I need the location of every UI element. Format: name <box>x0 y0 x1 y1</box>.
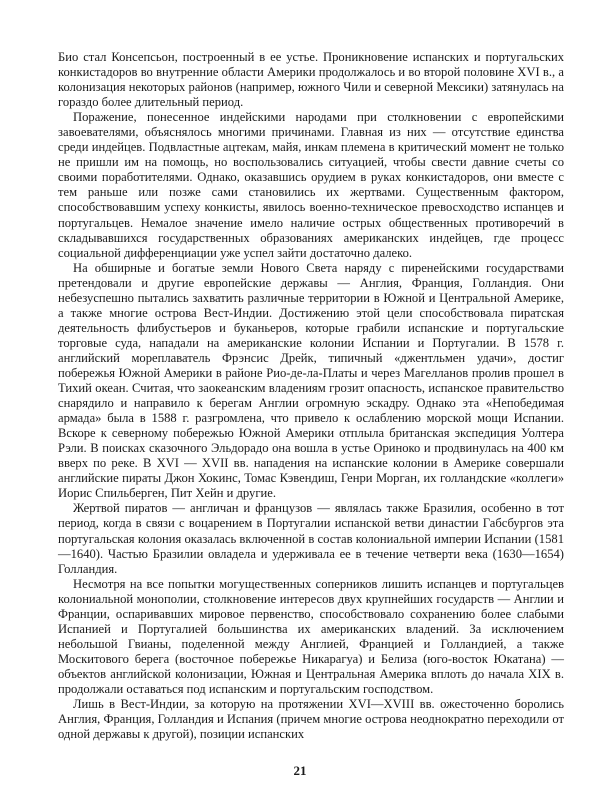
paragraph-1: Био стал Консепсьон, построенный в ее устье. Проникновение испанских и португальских конкистадоров во внутренние области Америки продолжалось и во второй половине XVI в., а колонизация некоторых районов (например, южного Чили и северной Мексики) затянулась на гораздо более длительный период. <box>58 50 564 110</box>
page-number: 21 <box>293 763 307 778</box>
paragraph-3: На обширные и богатые земли Нового Света наряду с пиренейскими государствами претендовали и другие европейские державы — Англия, Франция, Голландия. Они небезуспешно пытались захватить различные территории в Южной и Центральной Америке, а также многие острова Вест-Индии. Достижению этой цели способствовала пиратская деятельность флибустьеров и буканьеров, которые грабили испанские и португальские торговые суда, нападали на американские колонии Испании и Португалии. В 1578 г. английский мореплаватель Фрэнсис Дрейк, типичный «джентльмен удачи», достиг побережья Южной Америки в районе Рио-де-ла-Платы и через Магелланов пролив прошел в Тихий океан. Считая, что заокеанским владениям грозит опасность, испанское правительство снарядило и направило к берегам Англии огромную эскадру. Однако эта «Непобедимая армада» была в 1588 г. разгромлена, что привело к ослаблению морской мощи Испании. Вскоре к северному побережью Южной Америки отплыла британская экспедиция Уолтера Рэли. В поисках сказочного Эльдорадо она вошла в устье Ориноко и продвинулась на 400 км вверх по реке. В XVI — XVII вв. нападения на испанские колонии в Америке совершали английские пираты Джон Хокинс, Томас Кэвендиш, Генри Морган, их голландские «коллеги» Иорис Спильберген, Пит Хейн и другие. <box>58 260 564 501</box>
paragraph-6: Лишь в Вест-Индии, за которую на протяжении XVI—XVIII вв. ожесточенно боролись Англия, Франция, Голландия и Испания (причем многие острова неоднократно переходили от одной державы к другой), позиции испанских <box>58 697 564 742</box>
paragraph-5: Несмотря на все попытки могущественных соперников лишить испанцев и португальцев колониальной монополии, столкновение интересов двух крупнейших государств — Англии и Франции, оспаривавших мировое первенство, способствовало сохранению более слабыми Испанией и Португалией большинства их американских владений. За исключением небольшой Гвианы, поделенной между Англией, Францией и Голландией, а также Москитового берега (восточное побережье Никарагуа) и Белиза (юго-восток Юкатана) — объектов английской колонизации, Южная и Центральная Америка вплоть до начала XIX в. продолжали оставаться под испанским и португальским господством. <box>58 576 564 696</box>
page-body <box>58 50 564 742</box>
paragraph-4: Жертвой пиратов — англичан и французов — являлась также Бразилия, особенно в тот период, когда в связи с воцарением в Португалии испанской ветви династии Габсбургов эта португальская колония оказалась включенной в состав колониальной империи Испании (1581—1640). Частью Бразилии овладела и удерживала ее в течение четверти века (1630—1654) Голландия. <box>58 501 564 576</box>
paragraph-2: Поражение, понесенное индейскими народами при столкновении с европейскими завоевателями, объяснялось многими причинами. Главная из них — отсутствие единства среди индейцев. Подвластные ацтекам, майя, инкам племена в критический момент не только не пришли им на помощь, но воспользовались ситуацией, чтобы свести давние счеты со своими поработителями. Однако, оказавшись орудием в руках конкистадоров, они вместе с тем раньше или позже сами становились их жертвами. Существенным фактором, способствовавшим успеху конкисты, явилось военно-техническое превосходство испанцев и португальцев. Немалое значение имело наличие острых общественных противоречий в складывавшихся государственных образованиях американских индейцев, где процесс социальной дифференциации уже успел зайти достаточно далеко. <box>58 110 564 260</box>
